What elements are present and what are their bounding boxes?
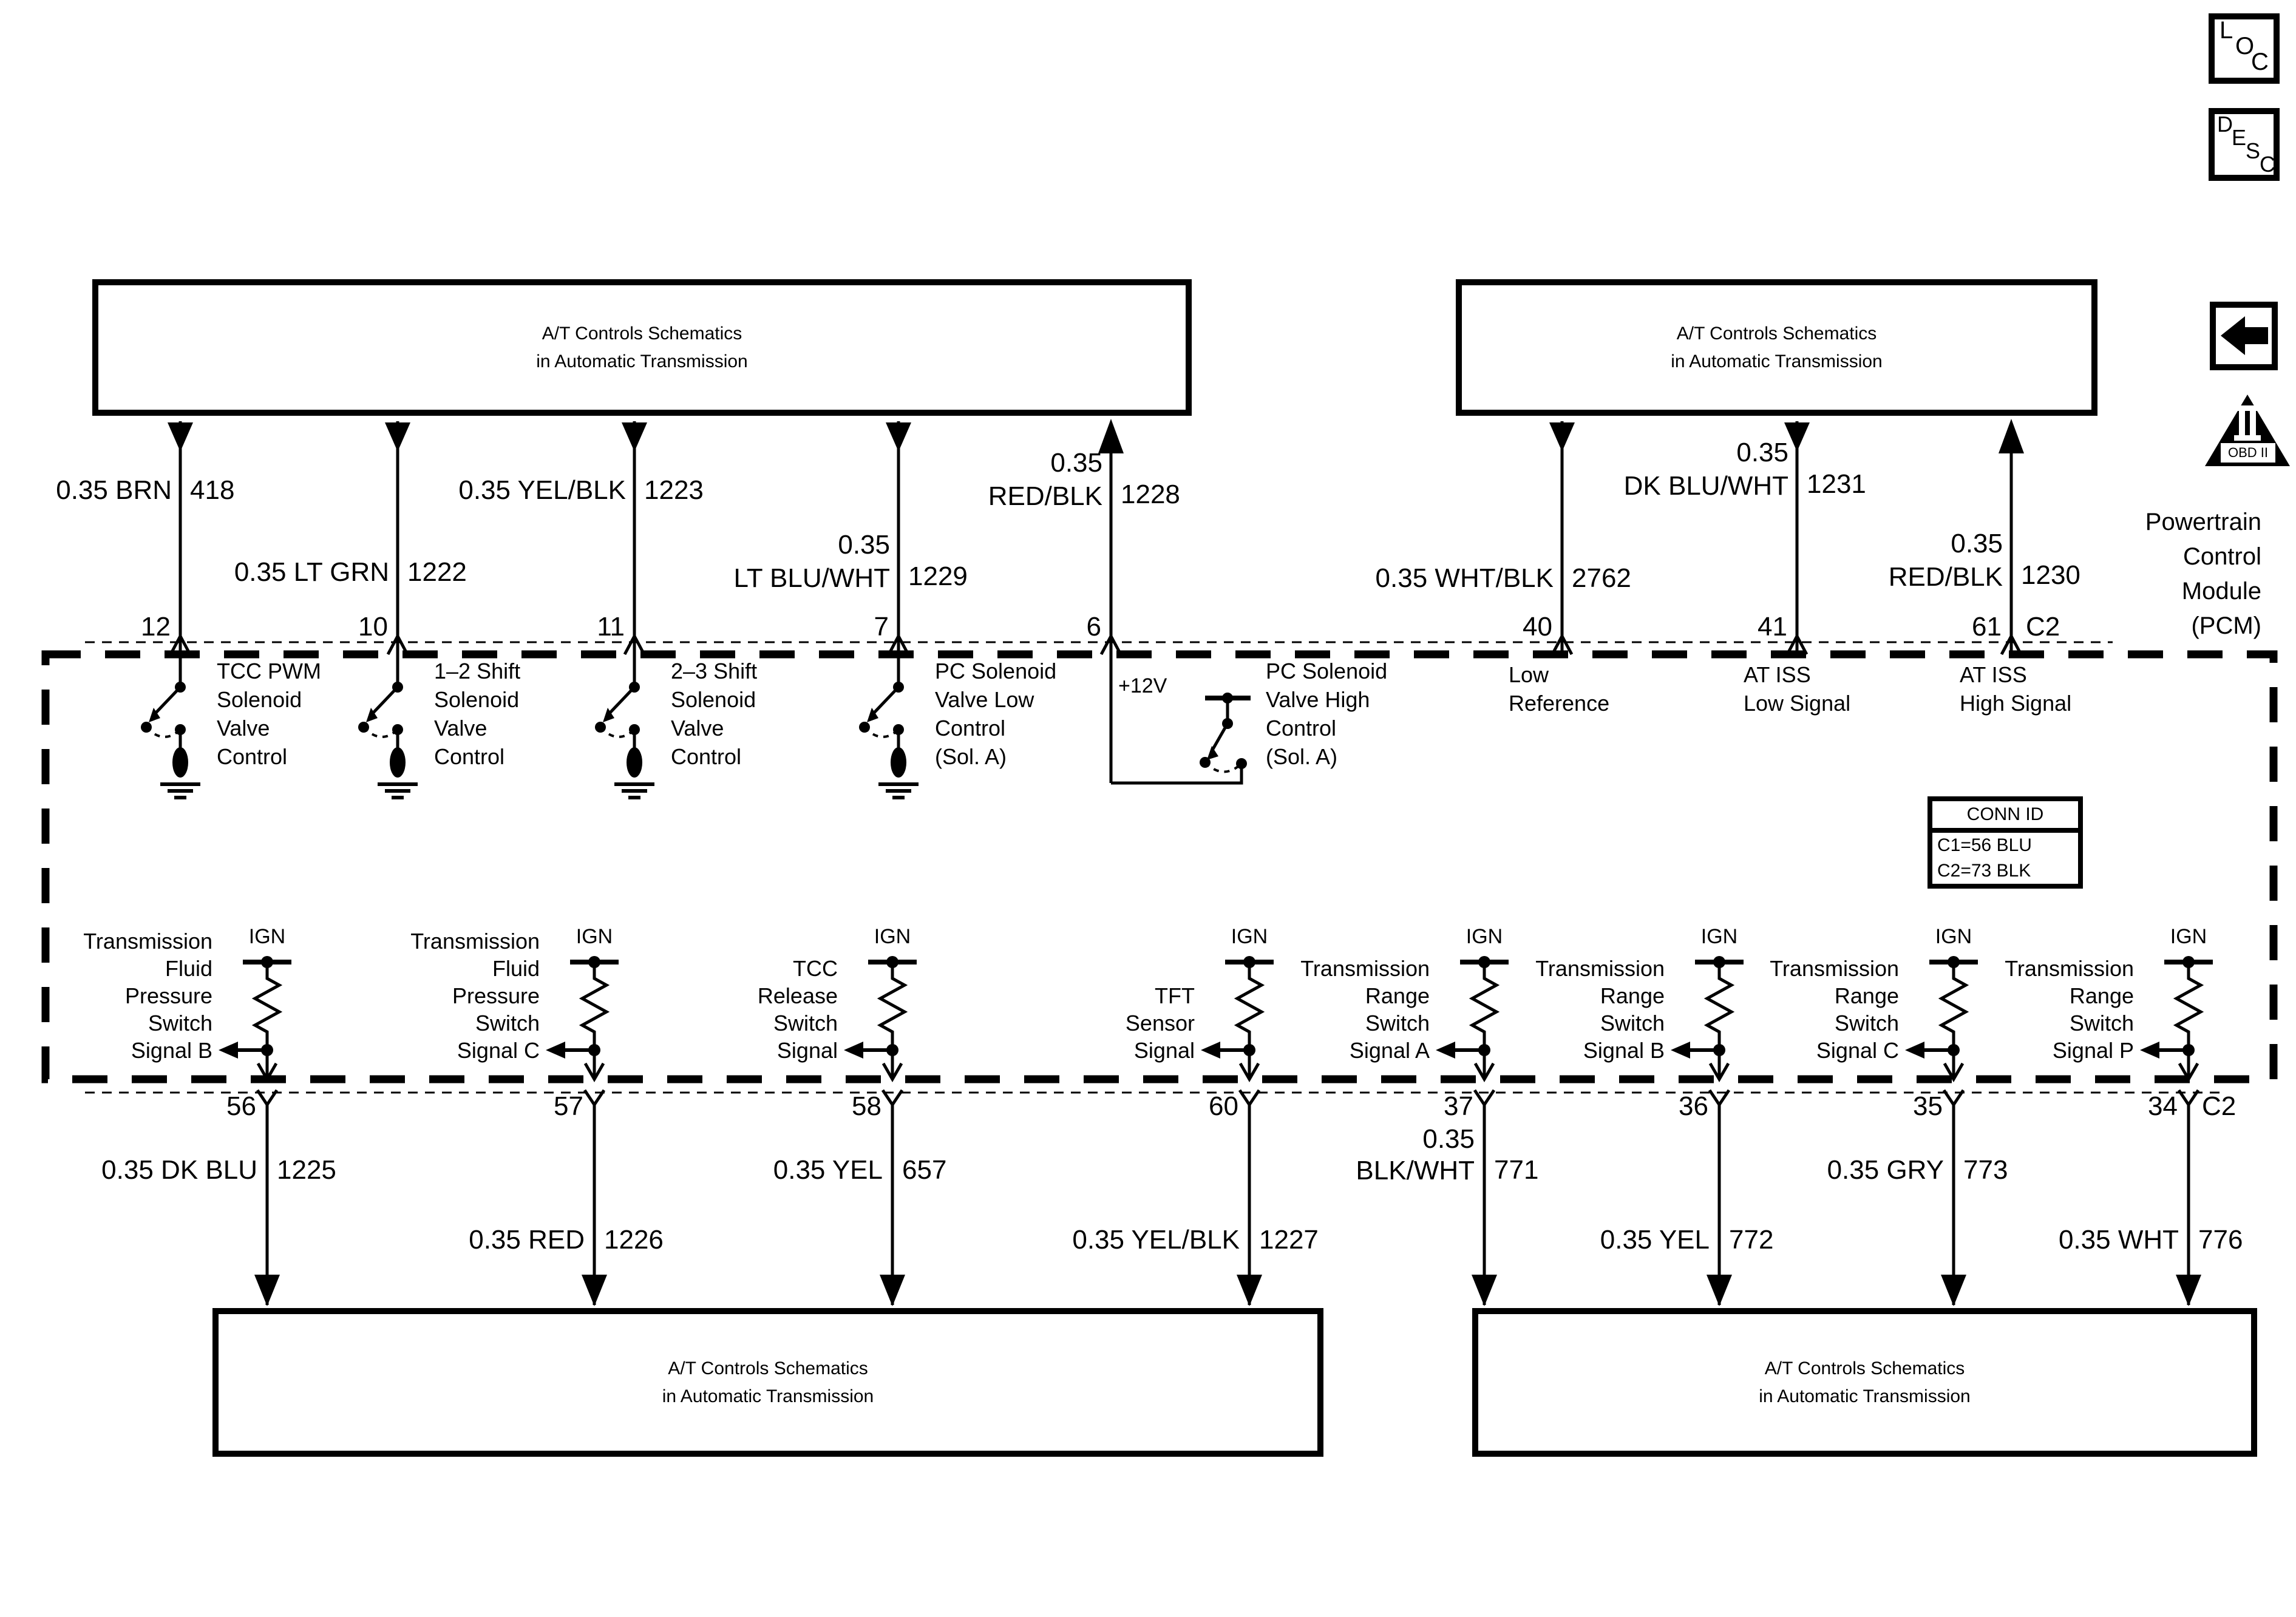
title-line: A/T Controls Schematics bbox=[1676, 323, 1877, 344]
circuit-number-label: 1231 bbox=[1807, 469, 1866, 499]
title-line: A/T Controls Schematics bbox=[668, 1358, 868, 1378]
solenoid-driver-symbol bbox=[141, 654, 200, 798]
ign-label: IGN bbox=[1466, 925, 1503, 948]
wire-color-label: 0.35 RED bbox=[469, 1225, 585, 1255]
function-label: Transmission Range Switch Signal A bbox=[1300, 956, 1430, 1063]
wire-color-label: 0.35 DK BLU/WHT bbox=[1623, 438, 1788, 501]
pin-number: 10 bbox=[358, 612, 388, 642]
wire-color-label: 0.35 YEL/BLK bbox=[458, 475, 626, 505]
conn-id-title: CONN ID bbox=[1932, 801, 2078, 833]
function-label: Transmission Fluid Pressure Switch Signal B bbox=[83, 929, 212, 1063]
wire-418 bbox=[168, 421, 193, 654]
pullup-resistor-symbol bbox=[844, 956, 917, 1306]
title-line: A/T Controls Schematics bbox=[542, 323, 742, 344]
function-label: TCC Release Switch Signal bbox=[757, 956, 838, 1063]
circuit-number-label: 776 bbox=[2198, 1225, 2243, 1255]
wire-color-label: 0.35 YEL/BLK bbox=[1072, 1225, 1240, 1255]
desc-letter: E bbox=[2232, 125, 2247, 150]
pin-number: 36 bbox=[1679, 1091, 1708, 1121]
title-box-top-left bbox=[92, 279, 1192, 416]
desc-letter: S bbox=[2246, 138, 2261, 163]
pin-number: 56 bbox=[226, 1091, 256, 1121]
circuit-number-label: 1228 bbox=[1121, 480, 1180, 509]
pullup-resistor-symbol bbox=[1905, 956, 1978, 1306]
ign-label: IGN bbox=[1231, 925, 1268, 948]
pin-number: 57 bbox=[554, 1091, 583, 1121]
back-arrow-icon bbox=[2216, 308, 2272, 364]
function-label: AT ISS High Signal bbox=[1960, 662, 2072, 716]
circuit-number-label: 771 bbox=[1494, 1155, 1539, 1185]
loc-letter: O bbox=[2235, 33, 2255, 59]
desc-icon[interactable] bbox=[2209, 108, 2280, 181]
back-arrow-button[interactable] bbox=[2210, 302, 2278, 370]
wire-color-label: 0.35 BRN bbox=[56, 475, 172, 505]
solenoid-driver-symbol bbox=[358, 654, 418, 798]
title-line: A/T Controls Schematics bbox=[1764, 1358, 1965, 1378]
circuit-number-label: 1222 bbox=[407, 557, 467, 587]
circuit-number-label: 772 bbox=[1729, 1225, 1774, 1255]
circuit-number-label: 418 bbox=[190, 475, 235, 505]
conn-id-row: C2=73 BLK bbox=[1937, 861, 2031, 881]
wire-color-label: 0.35 RED/BLK bbox=[1888, 529, 2003, 592]
function-label: Transmission Range Switch Signal P bbox=[2005, 956, 2134, 1063]
pin-number: 11 bbox=[597, 612, 625, 642]
circuit-number-label: 773 bbox=[1963, 1155, 2008, 1185]
wire-color-label: 0.35 BLK/WHT bbox=[1356, 1124, 1475, 1185]
pin-number: 41 bbox=[1758, 612, 1787, 642]
wire-color-label: 0.35 DK BLU bbox=[101, 1155, 257, 1185]
title-box-bottom-right bbox=[1472, 1308, 2257, 1457]
wire-color-label: 0.35 YEL bbox=[1600, 1225, 1710, 1255]
function-label: PC Solenoid Valve High Control (Sol. A) bbox=[1266, 659, 1388, 769]
circuit-number-label: 1229 bbox=[908, 561, 968, 591]
wire-color-label: 0.35 RED/BLK bbox=[988, 448, 1102, 511]
circuit-number-label: 1230 bbox=[2021, 560, 2080, 590]
desc-letter: C bbox=[2260, 152, 2275, 177]
pcm-name-label: Powertrain Control Module (PCM) bbox=[2145, 509, 2261, 639]
wire-color-label: 0.35 GRY bbox=[1827, 1155, 1944, 1185]
solenoid-driver-symbol bbox=[859, 654, 919, 798]
function-label: Low Reference bbox=[1509, 662, 1610, 716]
ign-label: IGN bbox=[2170, 925, 2207, 948]
function-label: 1–2 Shift Solenoid Valve Control bbox=[434, 659, 521, 769]
conn-id-row: C1=56 BLU bbox=[1937, 835, 2032, 855]
circuit-number-label: 1227 bbox=[1259, 1225, 1319, 1255]
loc-icon[interactable] bbox=[2209, 13, 2280, 84]
circuit-number-label: 657 bbox=[902, 1155, 947, 1185]
wire-1228 bbox=[1098, 419, 1251, 783]
pin-number: 61 bbox=[1972, 612, 2002, 642]
function-label: PC Solenoid Valve Low Control (Sol. A) bbox=[935, 659, 1057, 769]
ign-label: IGN bbox=[874, 925, 911, 948]
ign-label: IGN bbox=[576, 925, 613, 948]
title-line: in Automatic Transmission bbox=[1759, 1386, 1971, 1406]
title-line: in Automatic Transmission bbox=[536, 351, 748, 371]
function-label: 2–3 Shift Solenoid Valve Control bbox=[671, 659, 758, 769]
pullup-resistor-symbol bbox=[219, 956, 291, 1306]
title-box-bottom-left bbox=[212, 1308, 1323, 1457]
title-line: in Automatic Transmission bbox=[662, 1386, 874, 1406]
desc-letter: D bbox=[2217, 112, 2233, 137]
circuit-number-label: 2762 bbox=[1572, 563, 1631, 593]
wire-color-label: 0.35 LT GRN bbox=[234, 557, 389, 587]
title-line: in Automatic Transmission bbox=[1671, 351, 1883, 371]
wire-color-label: 0.35 WHT/BLK bbox=[1375, 563, 1554, 593]
ign-label: IGN bbox=[1700, 925, 1738, 948]
title-box-top-right bbox=[1456, 279, 2097, 416]
function-label: TCC PWM Solenoid Valve Control bbox=[217, 659, 321, 769]
pin-number: 60 bbox=[1209, 1091, 1238, 1121]
pin-number: 12 bbox=[141, 612, 171, 642]
pin-number: 58 bbox=[852, 1091, 881, 1121]
ign-label: IGN bbox=[1935, 925, 1972, 948]
wire-color-label: 0.35 WHT bbox=[2058, 1225, 2179, 1255]
circuit-number-label: 1226 bbox=[604, 1225, 664, 1255]
function-label: AT ISS Low Signal bbox=[1744, 662, 1851, 716]
connector-id-label: C2 bbox=[2202, 1091, 2237, 1121]
wire-2762 bbox=[1549, 421, 1575, 654]
wire-color-label: 0.35 LT BLU/WHT bbox=[733, 530, 890, 593]
pin-number: 34 bbox=[2148, 1091, 2178, 1121]
connector-id-label: C2 bbox=[2026, 612, 2060, 642]
pin-number: 7 bbox=[874, 612, 889, 642]
pin-number: 35 bbox=[1913, 1091, 1943, 1121]
function-label: Transmission Fluid Pressure Switch Signal C bbox=[410, 929, 540, 1063]
pin-number: 40 bbox=[1523, 612, 1552, 642]
wire-1222 bbox=[385, 421, 410, 654]
wire-1223 bbox=[622, 421, 647, 654]
pin-number: 6 bbox=[1086, 612, 1101, 642]
wire-color-label: 0.35 YEL bbox=[773, 1155, 883, 1185]
pin-number: 37 bbox=[1444, 1091, 1473, 1121]
function-label: Transmission Range Switch Signal B bbox=[1535, 956, 1665, 1063]
solenoid-driver-symbol bbox=[595, 654, 654, 798]
circuit-number-label: 1225 bbox=[277, 1155, 336, 1185]
function-label: Transmission Range Switch Signal C bbox=[1770, 956, 1899, 1063]
conn-id-table bbox=[1927, 796, 2083, 889]
loc-letter: C bbox=[2251, 49, 2269, 75]
obd2-label: OBD II bbox=[2221, 443, 2275, 463]
function-label: TFT Sensor Signal bbox=[1125, 983, 1195, 1063]
loc-letter: L bbox=[2220, 17, 2233, 44]
supply-label: +12V bbox=[1118, 674, 1167, 697]
circuit-number-label: 1223 bbox=[644, 475, 704, 505]
ign-label: IGN bbox=[248, 925, 286, 948]
